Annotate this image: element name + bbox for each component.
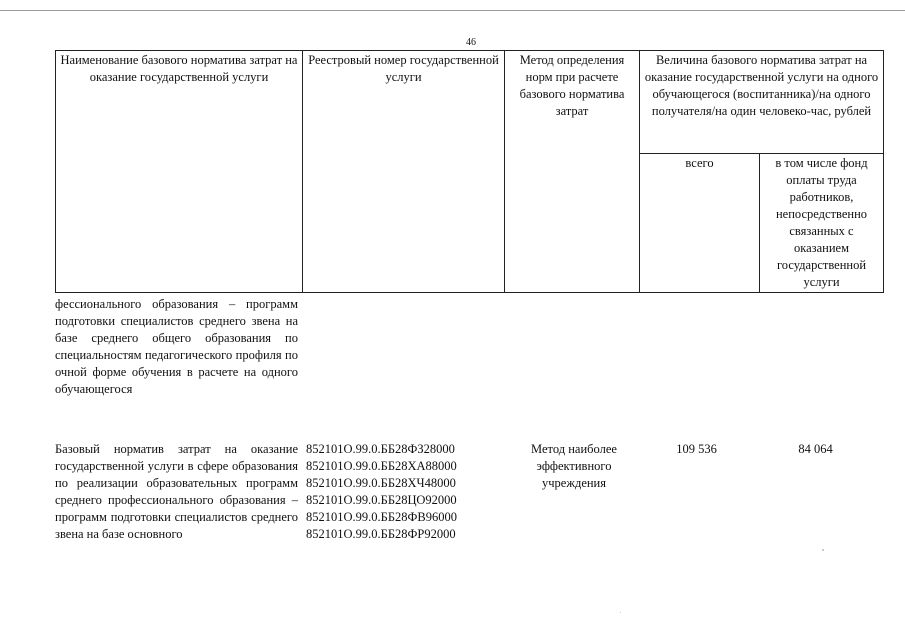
registry-code: 852101О.99.0.ББ28ЦО92000	[306, 493, 457, 507]
header-method-cell: Метод определения норм при расчете базового норматива затрат	[505, 51, 640, 293]
registry-code: 852101О.99.0.ББ28ФР92000	[306, 527, 456, 541]
header-value-cell: Величина базового норматива затрат на оказание государственной услуги на одного обучающегося (воспитанника)/на одного получателя/на один человеко-час, рублей	[640, 51, 884, 154]
entry-name: Базовый норматив затрат на оказание государственной услуги в сфере образования по реализации образовательных программ среднего профессионального образования – программ подготовки специалистов среднего звена на базе основного	[55, 442, 298, 541]
registry-code: 852101О.99.0.ББ28ХА88000	[306, 459, 457, 473]
total-value: 109 536	[676, 442, 717, 456]
header-table	[55, 50, 884, 293]
registry-code: 852101О.99.0.ББ28ФЗ28000	[306, 442, 455, 456]
page-number: 46	[466, 37, 476, 48]
header-registry-cell: Реестровый номер государственной услуги	[303, 51, 505, 293]
header-name-cell: Наименование базового норматива затрат на оказание государственной услуги	[56, 51, 303, 293]
method-value: Метод наиболее эффективного учреждения	[531, 442, 617, 490]
scan-speck	[620, 612, 621, 613]
scan-speck	[822, 549, 824, 551]
header-total-cell: всего	[640, 154, 760, 293]
registry-code: 852101О.99.0.ББ28ХЧ48000	[306, 476, 456, 490]
header-fund-cell: в том числе фонд оплаты труда работников, непосредственно связанных с оказанием государственной услуги	[760, 154, 884, 293]
header-row-main	[56, 51, 884, 154]
registry-code: 852101О.99.0.ББ28ФВ96000	[306, 510, 457, 524]
registry-codes	[306, 441, 506, 543]
continuation-text: фессионального образования – программ подготовки специалистов среднего звена на базе среднего общего образования по специальностям педагогического профиля по очной форме обучения в расчете на одного обучающегося	[55, 297, 298, 396]
top-scan-rule	[0, 10, 905, 11]
fund-value: 84 064	[798, 442, 833, 456]
